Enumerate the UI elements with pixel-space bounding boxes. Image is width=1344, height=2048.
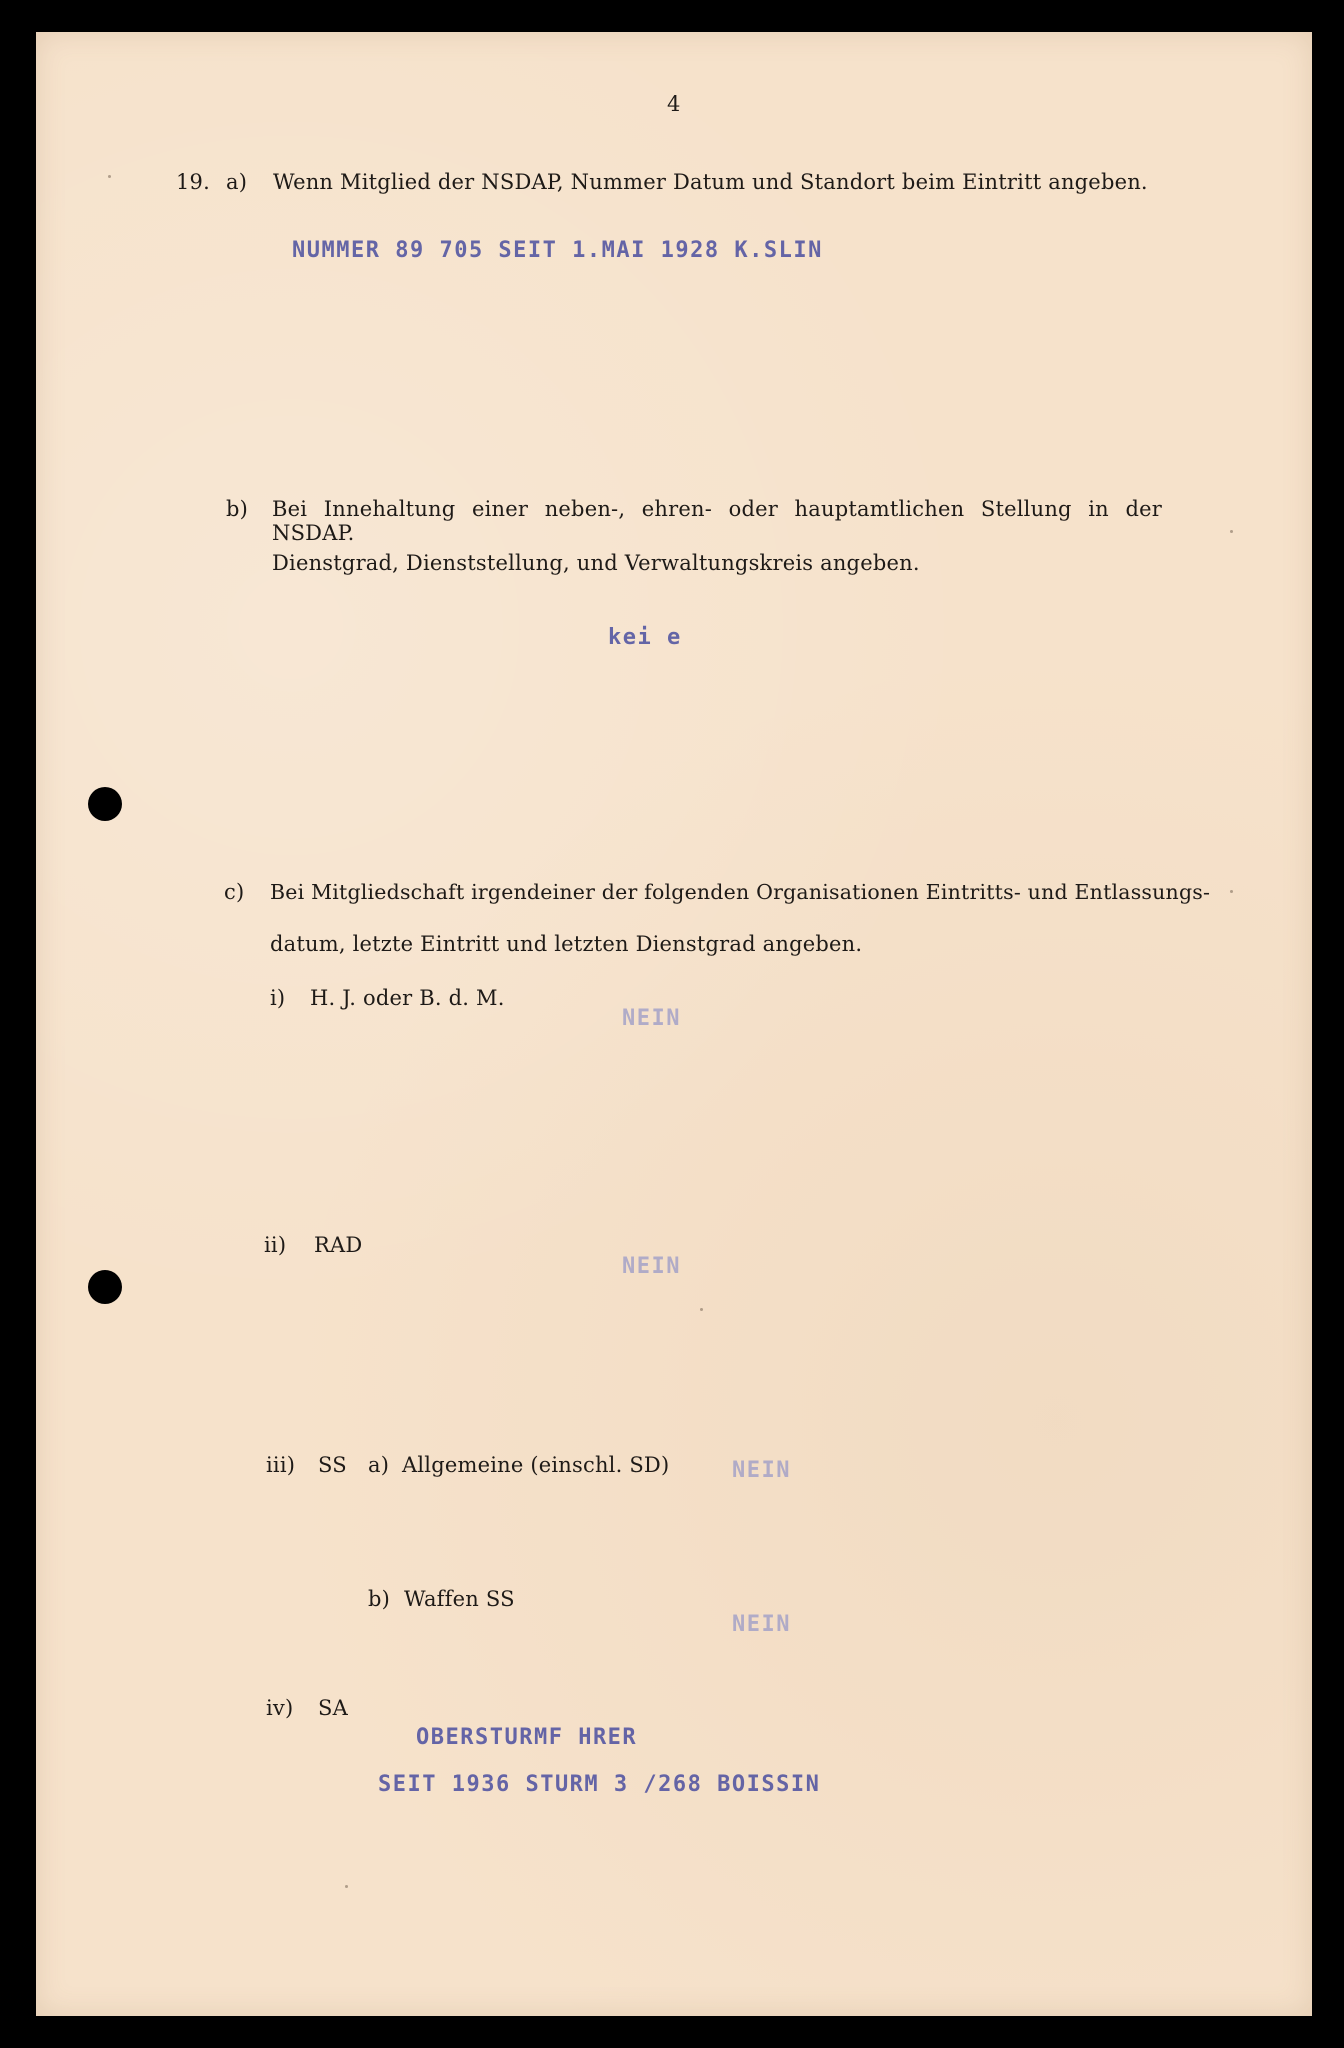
- item-iv-label: iv): [266, 1696, 294, 1720]
- question-b-label: b): [226, 497, 249, 521]
- item-iii-a-label: a): [368, 1453, 390, 1477]
- question-a-text: Wenn Mitglied der NSDAP, Nummer Datum und Standort beim Eintritt angeben.: [273, 170, 1148, 194]
- answer-item-iv-line1: OBERSTURMF HRER: [416, 1725, 638, 1750]
- question-a-label: a): [226, 170, 248, 194]
- paper-speck: [108, 175, 111, 178]
- punch-hole-top: [88, 787, 122, 821]
- answer-b: kei e: [608, 625, 682, 650]
- answer-item-i: NEIN: [622, 1006, 681, 1031]
- question-c-label: c): [224, 880, 245, 904]
- answer-item-ii: NEIN: [622, 1254, 681, 1279]
- answer-item-iii-a: NEIN: [732, 1458, 791, 1483]
- answer-a-nsdap-number: NUMMER 89 705 SEIT 1.MAI 1928 K.SLIN: [292, 238, 823, 263]
- paper-speck: [1230, 530, 1233, 533]
- item-ii-label: ii): [264, 1233, 287, 1257]
- paper-speck: [1230, 890, 1233, 893]
- item-i-text: H. J. oder B. d. M.: [310, 986, 505, 1010]
- item-iii-b-text: Waffen SS: [404, 1587, 515, 1611]
- item-iv-text: SA: [318, 1696, 348, 1720]
- punch-hole-bottom: [88, 1270, 122, 1304]
- question-b-line2: Dienstgrad, Dienststellung, und Verwaltungskreis angeben.: [272, 551, 920, 575]
- question-b-line1: Bei Innehaltung einer neben-, ehren- oder hauptamtlichen Stellung in der NSDAP.: [272, 497, 1162, 545]
- answer-item-iv-line2: SEIT 1936 STURM 3 /268 BOISSIN: [378, 1772, 821, 1797]
- item-iii-a-text: Allgemeine (einschl. SD): [402, 1453, 670, 1477]
- question-c-line1: Bei Mitgliedschaft irgendeiner der folgenden Organisationen Eintritts- und Entlassungs-: [270, 880, 1211, 904]
- question-c-line2: datum, letzte Eintritt und letzten Dienstgrad angeben.: [270, 932, 863, 956]
- paper-speck: [345, 1885, 348, 1888]
- question-number: 19.: [176, 170, 210, 194]
- item-iii-b-label: b): [368, 1587, 391, 1611]
- item-iii-text: SS: [318, 1453, 347, 1477]
- answer-item-iii-b: NEIN: [732, 1612, 791, 1637]
- item-iii-label: iii): [266, 1453, 296, 1477]
- item-i-label: i): [270, 986, 286, 1010]
- item-ii-text: RAD: [314, 1233, 363, 1257]
- page-number: 4: [667, 92, 681, 116]
- paper-speck: [700, 1308, 703, 1311]
